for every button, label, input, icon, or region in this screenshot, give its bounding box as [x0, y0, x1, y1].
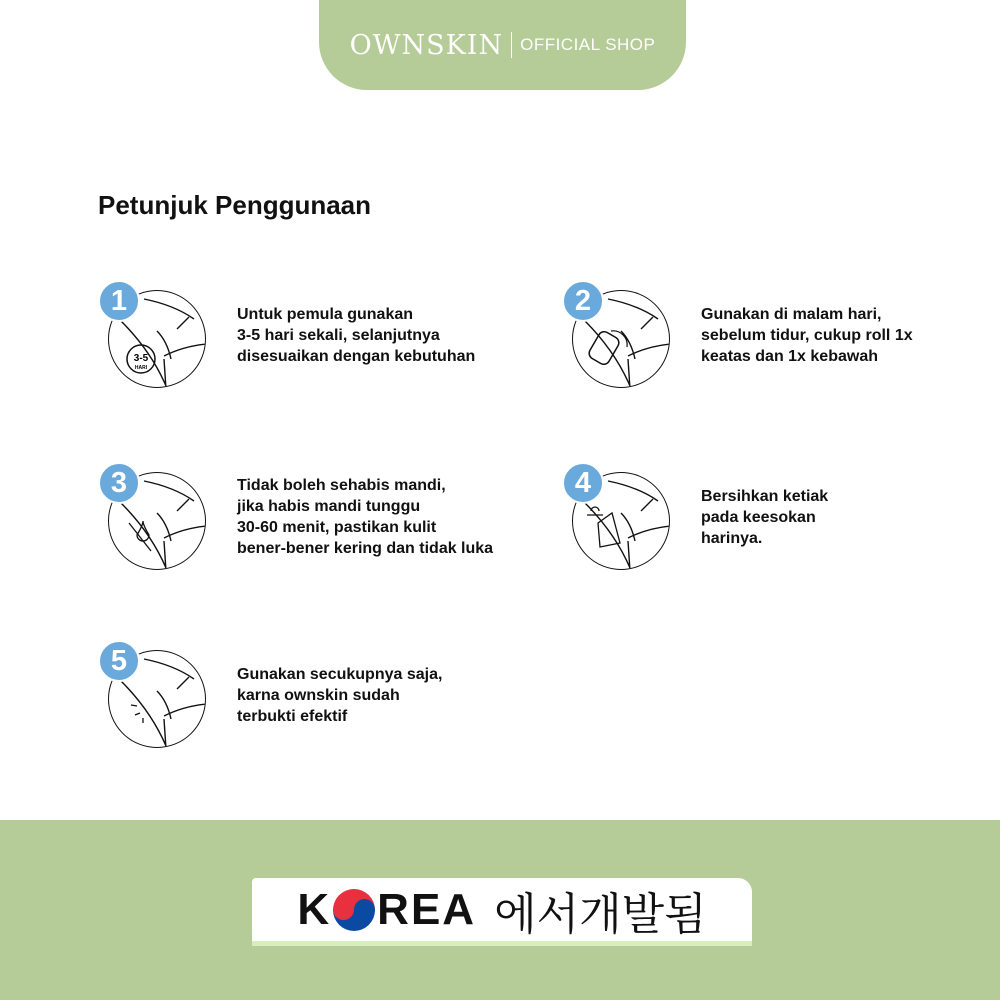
- step-5: [98, 640, 442, 750]
- korea-banner: [252, 878, 752, 946]
- korea-flag-icon: [333, 889, 375, 931]
- step-number-badge: 2: [562, 280, 604, 322]
- korea-k: K: [297, 884, 332, 934]
- step-number-badge: 4: [562, 462, 604, 504]
- step-number-badge: 3: [98, 462, 140, 504]
- page-title: Petunjuk Penggunaan: [98, 190, 372, 220]
- step-number-badge: 5: [98, 640, 140, 682]
- step-text: Tidak boleh sehabis mandi, jika habis mandi tunggu 30-60 menit, pastikan kulit bener-bener kering dan tidak luka: [237, 477, 494, 557]
- icon-days-subtext: HARI: [134, 365, 148, 371]
- armpit-effective-icon: [98, 640, 213, 750]
- icon-days-text: 3-5: [133, 353, 149, 364]
- step-text: Untuk pemula gunakan 3-5 hari sekali, selanjutnya disesuaikan dengan kebutuhan: [237, 305, 476, 365]
- header-tab: [319, 0, 686, 90]
- brand-logo: OWNSKIN: [349, 29, 504, 61]
- divider: [511, 32, 512, 58]
- official-shop-label: OFFICIAL SHOP: [520, 35, 656, 54]
- armpit-roll-moon-icon: [562, 280, 677, 390]
- step-1: [98, 280, 475, 390]
- step-text: Gunakan secukupnya saja, karna ownskin sudah terbukti efektif: [237, 665, 443, 725]
- armpit-no-water-icon: [98, 462, 213, 572]
- step-3: [98, 462, 493, 572]
- korea-rest: REA: [377, 884, 477, 934]
- armpit-wipe-sunrise-icon: [562, 462, 677, 572]
- step-text: Gunakan di malam hari, sebelum tidur, cukup roll 1x keatas dan 1x kebawah: [701, 305, 913, 365]
- developed-in-korea-text: 에서개발됨: [494, 889, 707, 939]
- step-2: [562, 280, 913, 390]
- step-text: Bersihkan ketiak pada keesokan harinya.: [701, 487, 829, 547]
- armpit-3-5-days-icon: [98, 280, 213, 390]
- step-number-badge: 1: [98, 280, 140, 322]
- step-4: [562, 462, 828, 572]
